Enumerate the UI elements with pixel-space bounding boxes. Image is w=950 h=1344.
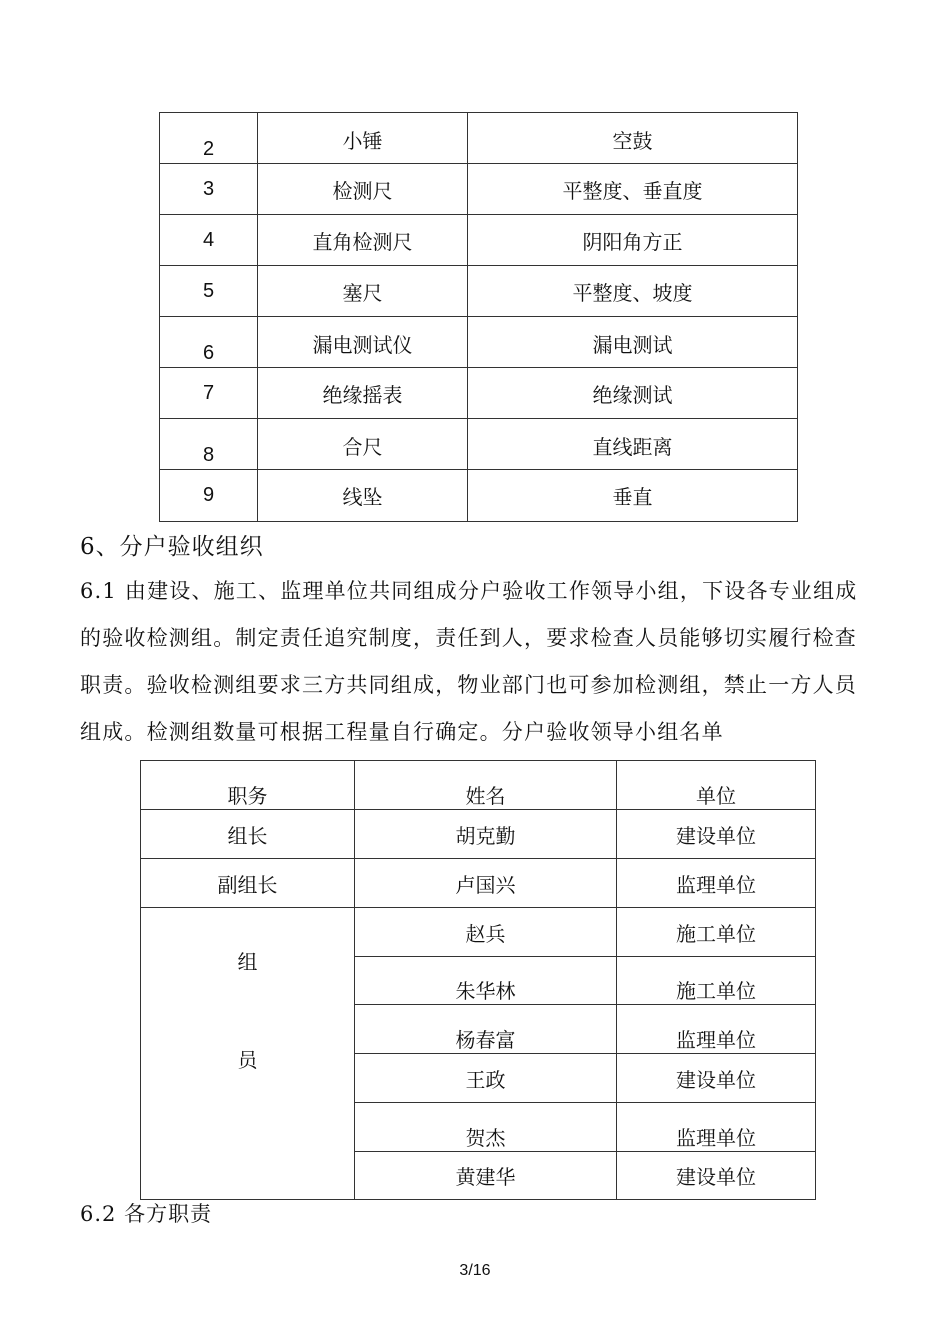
table-row bbox=[160, 368, 798, 419]
unit-cell: 施工单位 bbox=[617, 908, 816, 957]
member-role-cell bbox=[141, 908, 355, 1200]
tool-use: 阴阳角方正 bbox=[468, 215, 798, 266]
page-number: 3/16 bbox=[459, 1262, 491, 1279]
row-number: 3 bbox=[160, 164, 258, 215]
tool-use: 平整度、垂直度 bbox=[468, 164, 798, 215]
table-row bbox=[160, 215, 798, 266]
tools-table bbox=[159, 112, 798, 522]
paragraph-line: 职责。验收检测组要求三方共同组成，物业部门也可参加检测组，禁止一方人员 bbox=[80, 673, 857, 697]
table-row bbox=[160, 266, 798, 317]
role-cell: 组长 bbox=[141, 810, 355, 859]
table-row bbox=[160, 164, 798, 215]
column-header-unit: 单位 bbox=[617, 761, 816, 810]
member-role-bottom: 员 bbox=[237, 1048, 258, 1072]
name-cell: 贺杰 bbox=[355, 1103, 617, 1152]
paragraph-line: 组成。检测组数量可根据工程量自行确定。分户验收领导小组名单 bbox=[80, 720, 724, 744]
unit-cell: 建设单位 bbox=[617, 810, 816, 859]
table-header-row bbox=[141, 761, 816, 810]
name-cell: 胡克勤 bbox=[355, 810, 617, 859]
tool-name: 线坠 bbox=[258, 470, 468, 522]
row-number: 8 bbox=[160, 419, 258, 470]
unit-cell: 监理单位 bbox=[617, 1103, 816, 1152]
tool-use: 漏电测试 bbox=[468, 317, 798, 368]
member-role-top: 组 bbox=[237, 950, 258, 974]
tool-name: 绝缘摇表 bbox=[258, 368, 468, 419]
table-row bbox=[160, 419, 798, 470]
role-cell: 副组长 bbox=[141, 859, 355, 908]
section-heading: 6、分户验收组织 bbox=[80, 534, 264, 560]
paragraph-line: 6.1 由建设、施工、监理单位共同组成分户验收工作领导小组，下设各专业组成 bbox=[80, 579, 858, 603]
table-row bbox=[141, 908, 816, 957]
unit-cell: 建设单位 bbox=[617, 1054, 816, 1103]
name-cell: 王政 bbox=[355, 1054, 617, 1103]
table-row bbox=[160, 317, 798, 368]
table-row bbox=[160, 113, 798, 164]
tool-name: 合尺 bbox=[258, 419, 468, 470]
unit-cell: 施工单位 bbox=[617, 957, 816, 1005]
unit-cell: 建设单位 bbox=[617, 1152, 816, 1200]
table-row bbox=[141, 859, 816, 908]
tool-use: 绝缘测试 bbox=[468, 368, 798, 419]
column-header-name: 姓名 bbox=[355, 761, 617, 810]
tool-use: 直线距离 bbox=[468, 419, 798, 470]
name-cell: 赵兵 bbox=[355, 908, 617, 957]
column-header-role: 职务 bbox=[141, 761, 355, 810]
unit-cell: 监理单位 bbox=[617, 1005, 816, 1054]
subsection-heading: 6.2 各方职责 bbox=[80, 1202, 213, 1226]
name-cell: 杨春富 bbox=[355, 1005, 617, 1054]
row-number: 7 bbox=[160, 368, 258, 419]
name-cell: 黄建华 bbox=[355, 1152, 617, 1200]
paragraph-line: 的验收检测组。制定责任追究制度，责任到人，要求检查人员能够切实履行检查 bbox=[80, 626, 857, 650]
tool-use: 平整度、坡度 bbox=[468, 266, 798, 317]
row-number: 4 bbox=[160, 215, 258, 266]
name-cell: 朱华林 bbox=[355, 957, 617, 1005]
tool-name: 塞尺 bbox=[258, 266, 468, 317]
table-row bbox=[141, 810, 816, 859]
row-number: 9 bbox=[160, 470, 258, 522]
leader-table bbox=[140, 760, 816, 1200]
unit-cell: 监理单位 bbox=[617, 859, 816, 908]
tool-use: 垂直 bbox=[468, 470, 798, 522]
tool-use: 空鼓 bbox=[468, 113, 798, 164]
tool-name: 漏电测试仪 bbox=[258, 317, 468, 368]
table-row bbox=[160, 470, 798, 522]
row-number: 6 bbox=[160, 317, 258, 368]
tool-name: 小锤 bbox=[258, 113, 468, 164]
tool-name: 检测尺 bbox=[258, 164, 468, 215]
name-cell: 卢国兴 bbox=[355, 859, 617, 908]
tool-name: 直角检测尺 bbox=[258, 215, 468, 266]
row-number: 5 bbox=[160, 266, 258, 317]
row-number: 2 bbox=[160, 113, 258, 164]
